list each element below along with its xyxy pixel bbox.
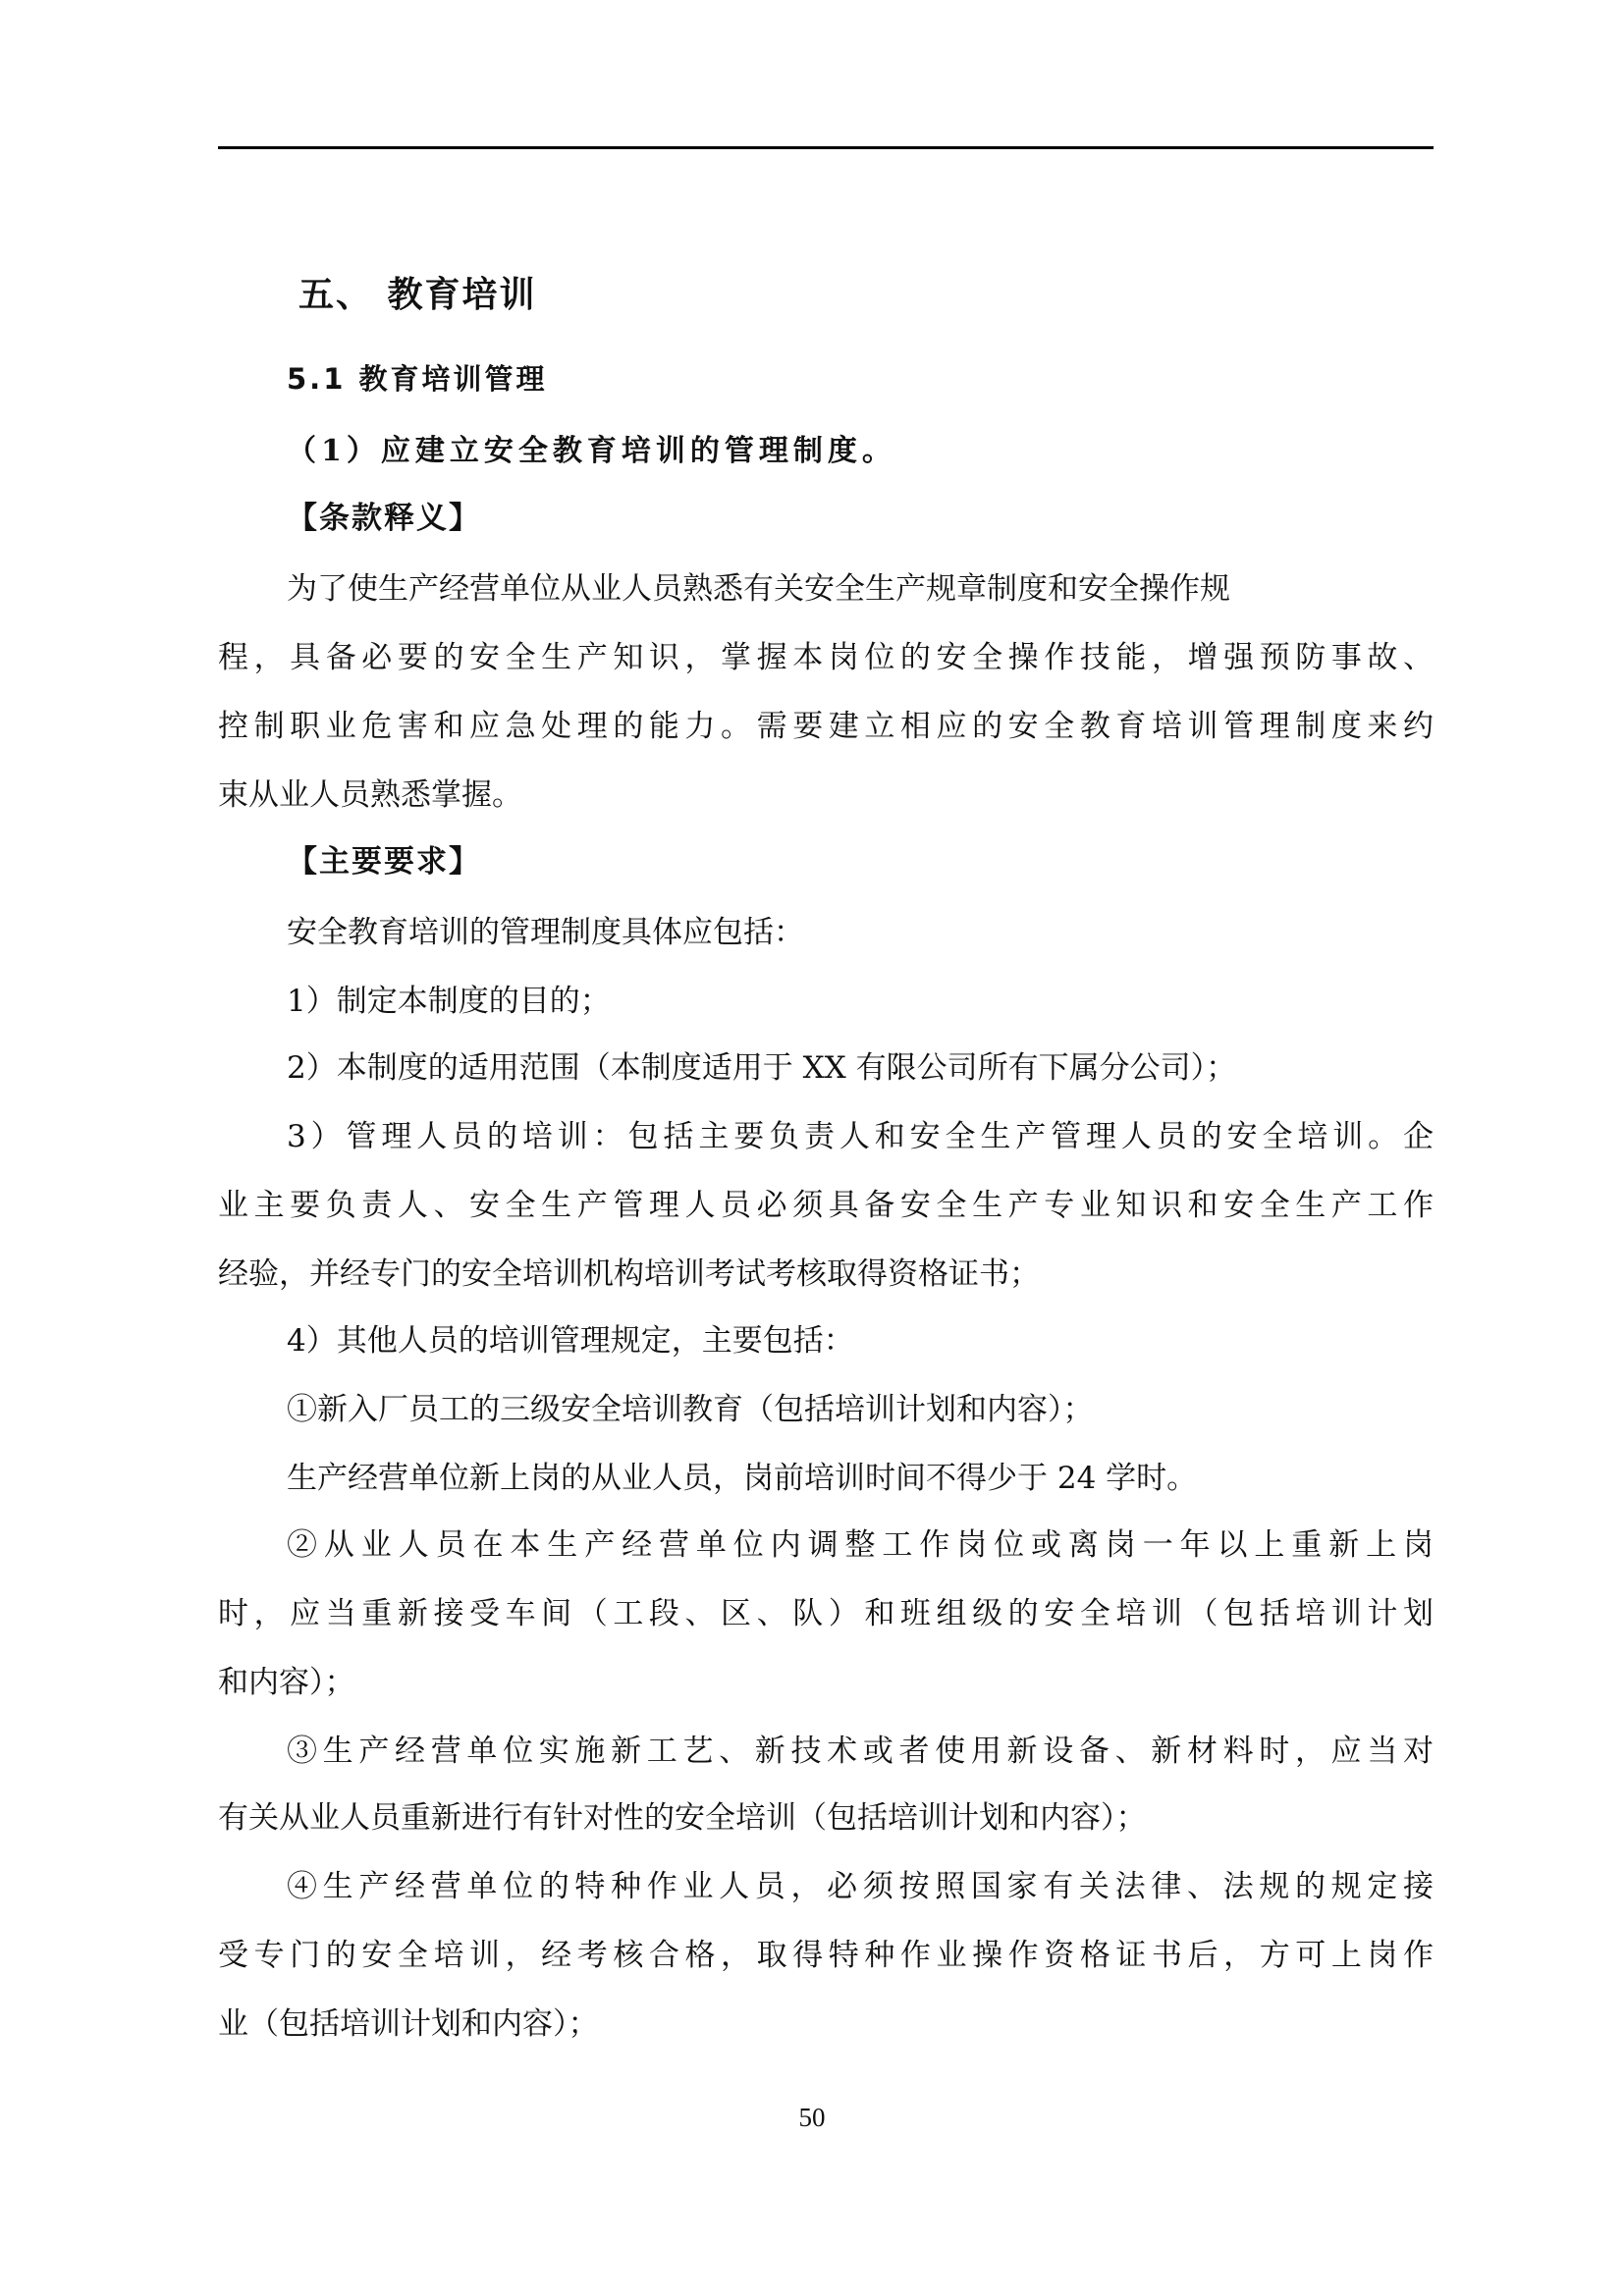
paragraph-line: 经验，并经专门的安全培训机构培训考试考核取得资格证书；	[218, 1256, 1040, 1292]
paragraph-line: 受专门的安全培训，经考核合格，取得特种作业操作资格证书后，方可上岗作	[218, 1938, 1434, 1973]
list-item: ①新入厂员工的三级安全培训教育（包括培训计划和内容）；	[287, 1392, 1094, 1427]
list-item: 4）其他人员的培训管理规定，主要包括：	[287, 1323, 854, 1359]
list-item: ④生产经营单位的特种作业人员，必须按照国家有关法律、法规的规定接	[287, 1869, 1434, 1904]
list-item: 2）本制度的适用范围（本制度适用于 XX 有限公司所有下属分公司）；	[287, 1050, 1237, 1086]
paragraph-line: 束从业人员熟悉掌握。	[218, 777, 522, 813]
requirements-tag: 【主要要求】	[287, 844, 481, 880]
paragraph-line: 有关从业人员重新进行有针对性的安全培训（包括培训计划和内容）；	[218, 1800, 1147, 1836]
list-item: 1）制定本制度的目的；	[287, 984, 611, 1019]
paragraph-line: 程，具备必要的安全生产知识，掌握本岗位的安全操作技能，增强预防事故、	[218, 640, 1434, 675]
paragraph-line: 为了使生产经营单位从业人员熟悉有关安全生产规章制度和安全操作规	[287, 571, 1230, 607]
paragraph-line: 生产经营单位新上岗的从业人员，岗前培训时间不得少于 24 学时。	[287, 1461, 1198, 1496]
subsection-title: 5.1 教育培训管理	[287, 362, 548, 396]
paragraph-line: 安全教育培训的管理制度具体应包括：	[287, 915, 804, 950]
section-title: 五、 教育培训	[298, 275, 537, 315]
item-title: （1）应建立安全教育培训的管理制度。	[287, 434, 896, 468]
list-item: ③生产经营单位实施新工艺、新技术或者使用新设备、新材料时，应当对	[287, 1734, 1434, 1769]
paragraph-line: 时，应当重新接受车间（工段、区、队）和班组级的安全培训（包括培训计划	[218, 1596, 1434, 1631]
header-rule	[218, 146, 1434, 149]
paragraph-line: 业主要负责人、安全生产管理人员必须具备安全生产专业知识和安全生产工作	[218, 1188, 1434, 1223]
paragraph-line: 和内容）；	[218, 1665, 355, 1700]
page-number: 50	[798, 2103, 826, 2132]
list-item: ②从业人员在本生产经营单位内调整工作岗位或离岗一年以上重新上岗	[287, 1527, 1434, 1563]
interpretation-tag: 【条款释义】	[287, 501, 481, 536]
paragraph-line: 控制职业危害和应急处理的能力。需要建立相应的安全教育培训管理制度来约	[218, 709, 1434, 744]
paragraph-line: 业（包括培训计划和内容）；	[218, 2006, 599, 2042]
list-item: 3）管理人员的培训：包括主要负责人和安全生产管理人员的安全培训。企	[287, 1119, 1434, 1154]
